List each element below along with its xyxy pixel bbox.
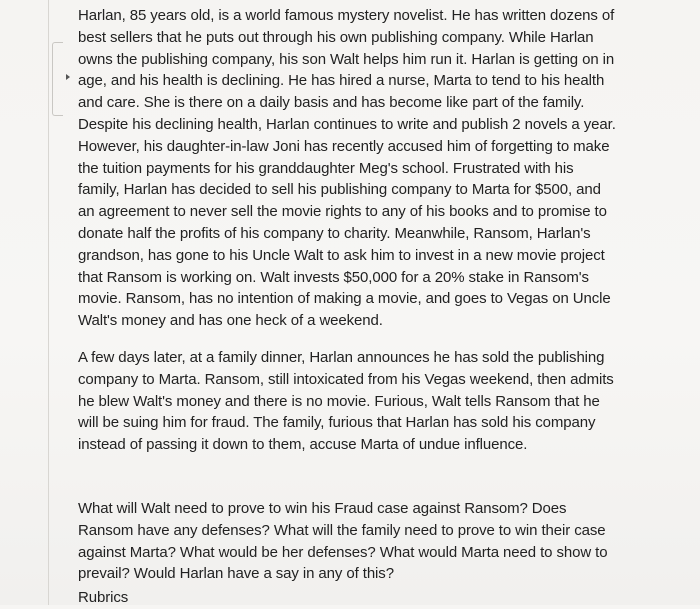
text-line: owns the publishing company, his son Walt helps him run it. Harlan is getting on in (78, 50, 615, 68)
text-line: What will Walt need to prove to win his Fraud case against Ransom? Does (78, 499, 567, 517)
text-line: and care. She is there on a daily basis and has become like part of the family. (78, 94, 585, 112)
text-line: Walt's money and has one heck of a weekend. (78, 312, 383, 330)
paragraph-dinner (78, 347, 690, 456)
text-line: donate half the profits of his company to charity. Meanwhile, Ransom, Harlan's (78, 224, 591, 242)
text-line: he blew Walt's money and there is no movie. Furious, Walt tells Ransom that he (78, 392, 600, 410)
page-left-border (48, 0, 49, 605)
text-line: an agreement to never sell the movie rights to any of his books and to promise to (78, 203, 607, 221)
text-line: best sellers that he puts out through his own publishing company. While Harlan (78, 28, 594, 46)
paragraph-questions (78, 498, 690, 585)
text-line: Harlan, 85 years old, is a world famous mystery novelist. He has written dozens of (78, 7, 615, 24)
text-line: Ransom have any defenses? What will the family need to prove to win their case (78, 521, 606, 539)
margin-bracket (52, 42, 63, 116)
document-body (78, 5, 690, 609)
text-line: company to Marta. Ransom, still intoxicated from his Vegas weekend, then admits (78, 370, 614, 388)
bullet-marker-icon (66, 74, 70, 80)
text-line: grandson, has gone to his Uncle Walt to ask him to invest in a new movie project (78, 246, 605, 264)
text-line: the tuition payments for his granddaughter Meg's school. Frustrated with his (78, 159, 574, 177)
paragraph-story (78, 5, 690, 332)
text-line: against Marta? What would be her defenses? What would Marta need to show to (78, 543, 608, 561)
text-line: will be suing him for fraud. The family, furious that Harlan has sold his company (78, 414, 596, 432)
text-line: that Ransom is working on. Walt invests $50,000 for a 20% stake in Ransom's (78, 268, 589, 286)
text-line: movie. Ransom, has no intention of making a movie, and goes to Vegas on Uncle (78, 290, 611, 308)
text-line: prevail? Would Harlan have a say in any of this? (78, 565, 394, 583)
text-line: age, and his health is declining. He has hired a nurse, Marta to tend to his health (78, 72, 605, 90)
text-line: family, Harlan has decided to sell his publishing company to Marta for $500, and (78, 181, 601, 199)
text-line: However, his daughter-in-law Joni has recently accused him of forgetting to make (78, 137, 610, 155)
text-line: A few days later, at a family dinner, Harlan announces he has sold the publishing (78, 348, 605, 366)
text-line: instead of passing it down to them, accuse Marta of undue influence. (78, 436, 528, 454)
text-line: Despite his declining health, Harlan continues to write and publish 2 novels a year. (78, 115, 616, 133)
rubrics-label: Rubrics (78, 589, 129, 607)
